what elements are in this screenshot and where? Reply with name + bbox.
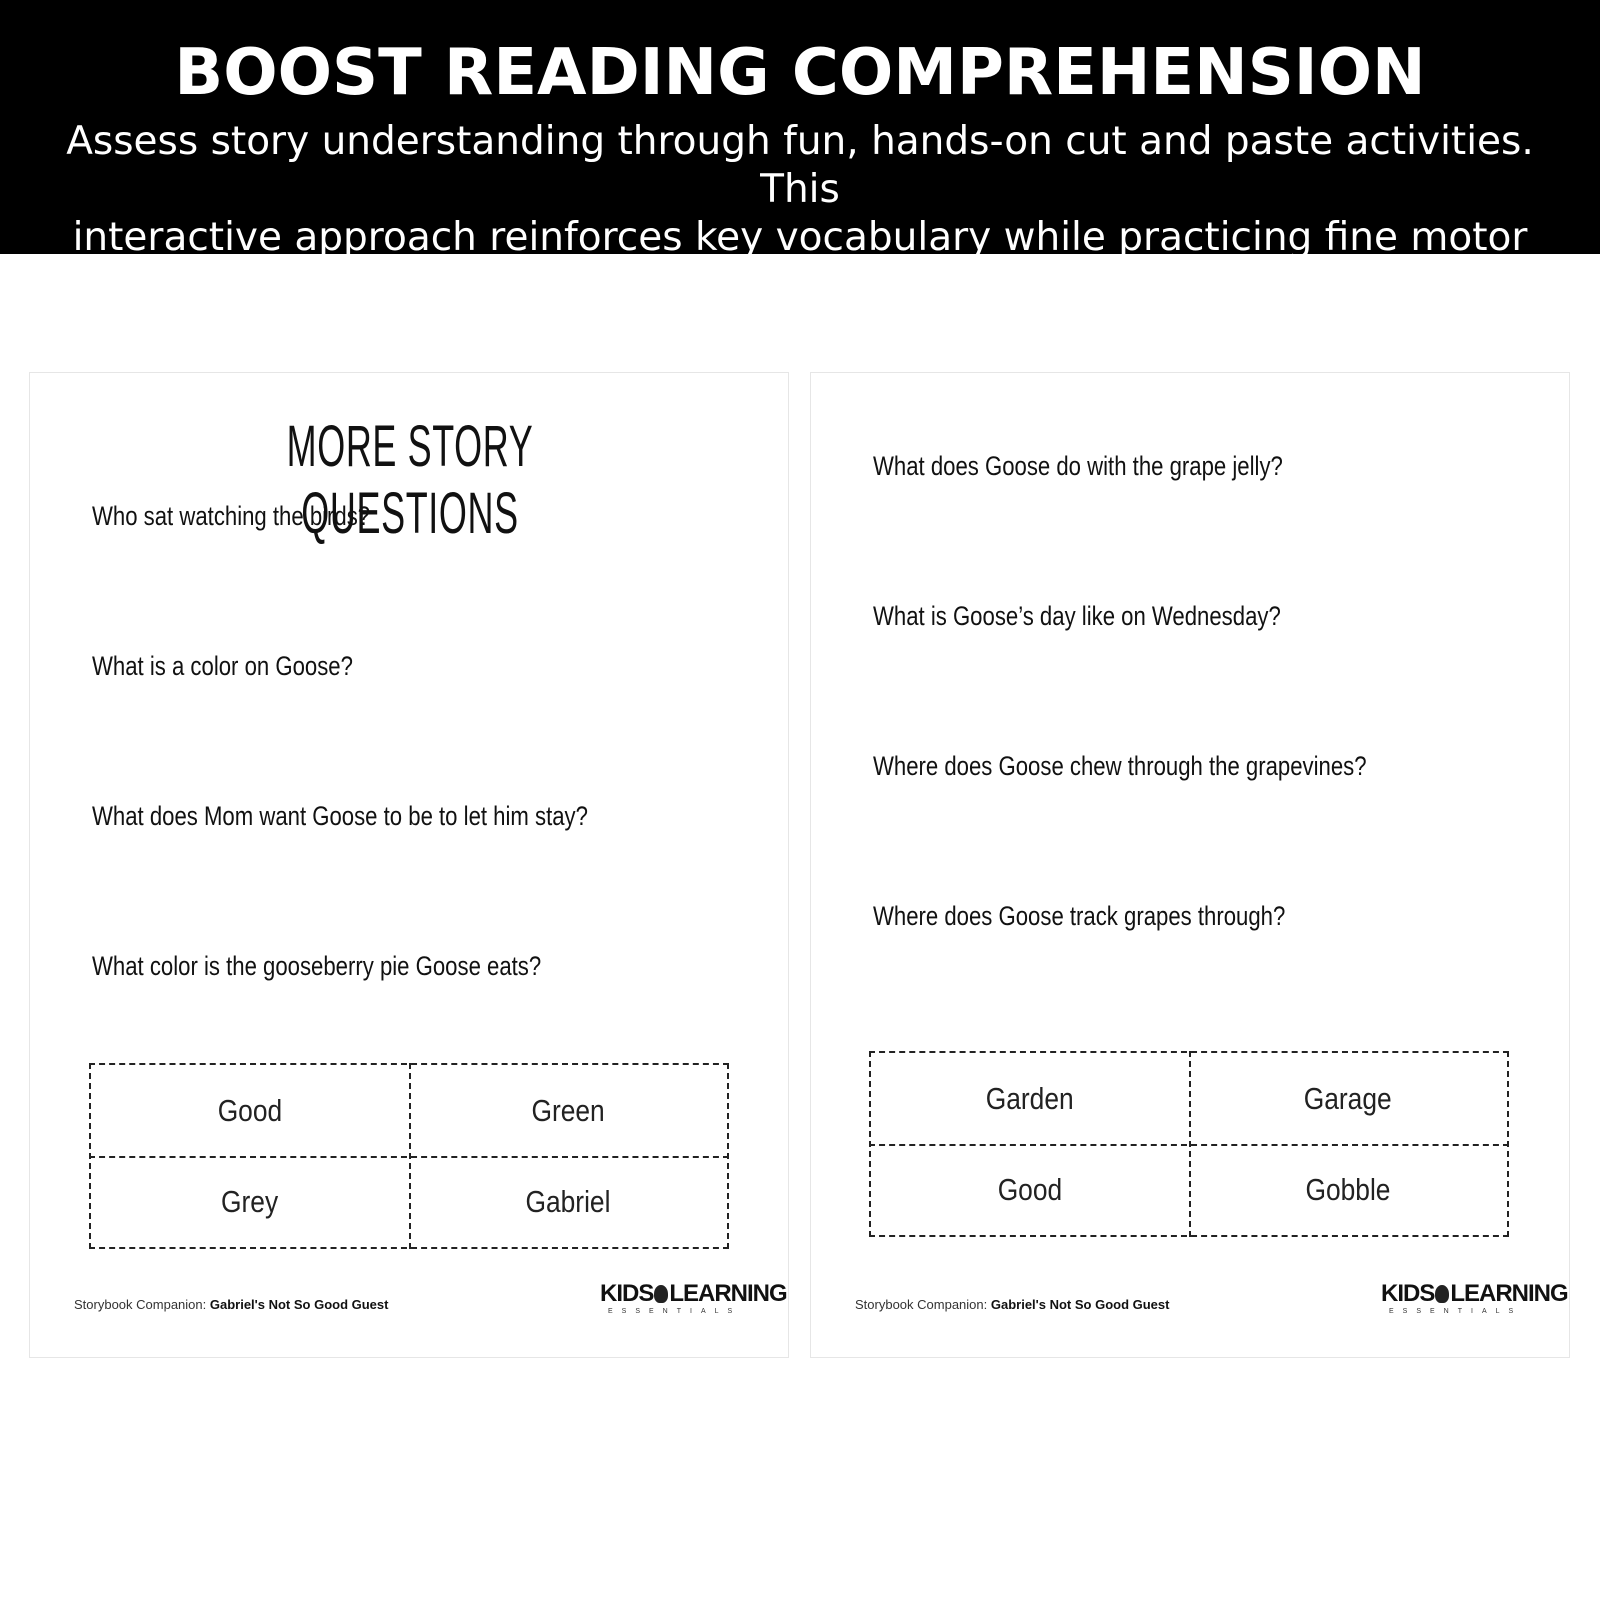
- banner-subtitle-line-1: Assess story understanding through fun, hands-on cut and paste activities. This: [66, 119, 1534, 212]
- answer-card[interactable]: [871, 1053, 1189, 1144]
- question-2: What is Goose’s day like on Wednesday?: [873, 601, 1281, 631]
- logo-learning-text: LEARNING: [1450, 1280, 1568, 1307]
- question-3: Where does Goose chew through the grapevines?: [873, 751, 1367, 781]
- child-reading-icon: [654, 1285, 668, 1303]
- question-4: Where does Goose track grapes through?: [873, 901, 1286, 931]
- answer-card[interactable]: [871, 1144, 1189, 1235]
- banner-subtitle: [30, 118, 1570, 310]
- answer-card[interactable]: [409, 1065, 727, 1156]
- answer-text: Good: [217, 1092, 283, 1128]
- logo-essentials-text: ESSENTIALS: [608, 1308, 742, 1315]
- answer-card[interactable]: [1189, 1053, 1507, 1144]
- footer-prefix: Storybook Companion:: [855, 1297, 991, 1312]
- banner-title: BOOST READING COMPREHENSION: [174, 36, 1426, 110]
- banner-subtitle-line-2: interactive approach reinforces key vocabulary while practicing fine motor skills.: [72, 215, 1528, 308]
- worksheet-title: MORE STORY QUESTIONS: [286, 414, 534, 546]
- cut-out-answer-grid: [869, 1051, 1509, 1237]
- worksheet-right: [810, 372, 1570, 1358]
- answer-card[interactable]: [409, 1156, 727, 1247]
- answer-card[interactable]: [91, 1065, 409, 1156]
- answer-text: Good: [997, 1171, 1063, 1207]
- answer-text: Garden: [986, 1080, 1074, 1116]
- kids-learning-essentials-logo: [1381, 1280, 1568, 1321]
- footer-book-title: Gabriel's Not So Good Guest: [990, 1297, 1170, 1312]
- child-reading-icon: [1435, 1285, 1449, 1303]
- answer-card[interactable]: [1189, 1144, 1507, 1235]
- kids-learning-essentials-logo: [600, 1280, 787, 1321]
- answer-text: Gabriel: [525, 1183, 611, 1219]
- answer-card[interactable]: [91, 1156, 409, 1247]
- footer-book-label: [855, 1297, 1169, 1312]
- banner: [0, 0, 1600, 308]
- question-1: Who sat watching the birds?: [92, 501, 371, 531]
- answer-text: Gobble: [1305, 1171, 1391, 1207]
- worksheet-left: [29, 372, 789, 1358]
- footer-book-title: Gabriel's Not So Good Guest: [209, 1297, 389, 1312]
- logo-learning-text: LEARNING: [669, 1280, 787, 1307]
- answer-text: Grey: [221, 1183, 279, 1219]
- question-2: What is a color on Goose?: [92, 651, 353, 681]
- logo-essentials-text: ESSENTIALS: [1389, 1308, 1523, 1315]
- question-1: What does Goose do with the grape jelly?: [873, 451, 1283, 481]
- answer-text: Garage: [1304, 1080, 1392, 1116]
- cut-out-answer-grid: [89, 1063, 729, 1249]
- answer-text: Green: [531, 1092, 605, 1128]
- question-3: What does Mom want Goose to be to let him stay?: [92, 801, 588, 831]
- footer-prefix: Storybook Companion:: [74, 1297, 210, 1312]
- footer-book-label: [74, 1297, 388, 1312]
- question-4: What color is the gooseberry pie Goose eats?: [92, 951, 542, 981]
- logo-kids-text: KIDS: [1381, 1280, 1435, 1307]
- logo-kids-text: KIDS: [600, 1280, 654, 1307]
